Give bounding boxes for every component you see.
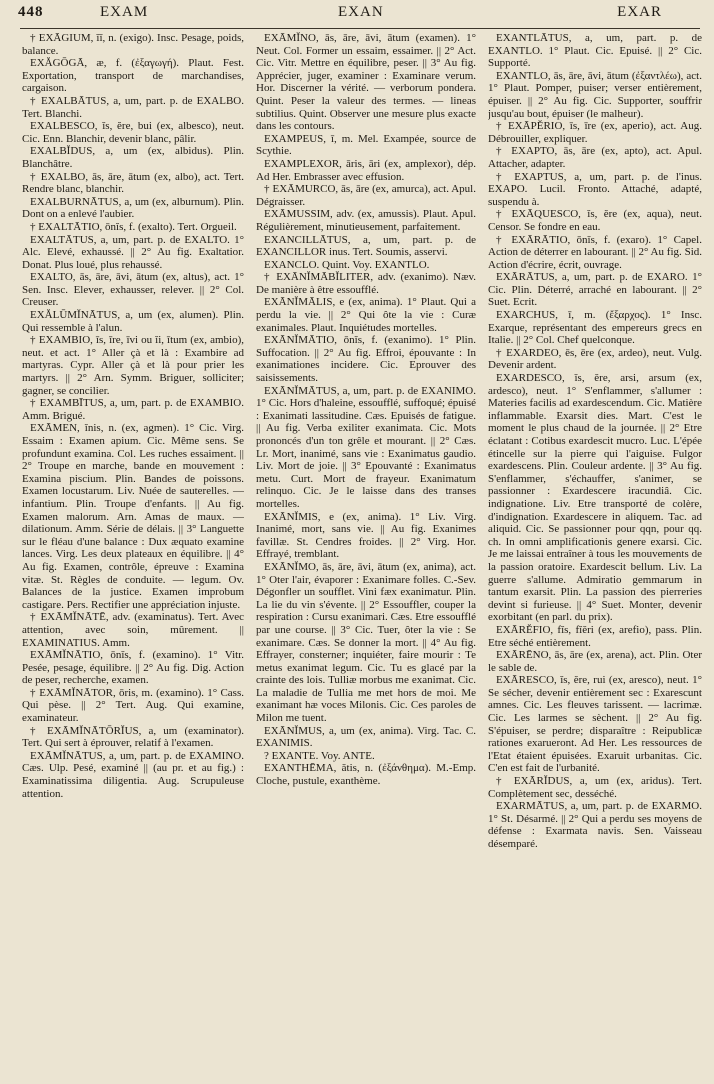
dictionary-entry: † EXAMBIO, īs, īre, īvi ou ĭi, ītum (ex, ambio), neut. et act. 1° Aller çà et là : Exambire ad martyras. Cypr. Aller çà et là pour prier les martyrs. || 2° Arn. Symm. Briguer, solliciter; gagner, se concilier.	[22, 334, 244, 397]
dictionary-entry: EXALTĀTUS, a, um, part. p. de EXALTO. 1° Alc. Elevé, exhaussé. || 2° Au fig. Exaltatior. Donat. Plus loué, plus rehaussé.	[22, 233, 244, 271]
guide-word-left: EXAM	[100, 4, 149, 20]
dictionary-entry: † EXĀNĬMĀBĬLITER, adv. (exanimo). Næv. De manière à être essoufflé.	[256, 271, 476, 296]
dictionary-entry: † EXAMBĪTUS, a, um, part. p. de EXAMBIO. Amm. Brigué.	[22, 397, 244, 422]
dictionary-entry: † EXĀMĬNĀTĒ, adv. (examinatus). Tert. Avec attention, avec soin, mûrement. || EXAMINATIUS. Amm.	[22, 611, 244, 649]
dictionary-entry: EXĀRĔFIO, fĭs, fĭĕri (ex, arefio), pass. Plin. Etre séché entièrement.	[488, 623, 702, 649]
page-number: 448	[18, 4, 44, 20]
dictionary-entry: EXĀRĒNO, ās, āre (ex, arena), act. Plin. Oter le sable de.	[488, 649, 702, 674]
dictionary-entry: EXĀNĬMĀTIO, ōnĭs, f. (exanimo). 1° Plin. Suffocation. || 2° Au fig. Effroi, épouvante : In exanimationes incidere. Cic. Eprouver des saisissements.	[256, 334, 476, 385]
text-columns	[22, 32, 702, 1078]
guide-word-right: EXAR	[617, 4, 662, 20]
dictionary-entry: † EXĀMURCO, ās, āre (ex, amurca), act. Apul. Dégraisser.	[256, 183, 476, 208]
dictionary-entry: EXĀNĬMĀTUS, a, um, part. p. de EXANIMO. 1° Cic. Hors d'haleine, essoufflé, suffoqué; épuisé : Exanimati lassitudine. Cæs. Epuisés de fatigue. || Au fig. Verba exiliter exanimata. Cic. Mots prononcés d'un ton grêle et mourant. || 2° Cæs. Lr. Mort, inanimé, sans vie : Exanimatus gaudio. Liv. Mort de joie. || 3° Epouvanté : Exanimatus metu. Curt. Mort de frayeur. Exanimatum relinquo. Cic. Je le laisse dans des transes mortelles.	[256, 384, 476, 510]
dictionary-entry: EXĀNĬMUS, a, um (ex, anima). Virg. Tac. C. EXANIMIS.	[256, 724, 476, 750]
guide-word-center: EXAN	[338, 4, 384, 20]
page-header	[18, 4, 702, 28]
dictionary-entry: EXĀMĬNO, ās, āre, āvi, ātum (examen). 1° Neut. Col. Former un essaim, essaimer. || 2° Act. Cic. Vitr. Mettre en équilibre, peser. || 3° Au fig. Apprécier, juger, examiner : Examinare verum. Hor. Discerner la vérité. — verborum pondera. Quint. Peser la valeur des termes. — lineas subtilius. Quint. Observer une mesure plus exacte dans les contours.	[256, 32, 476, 133]
dictionary-entry: † EXALBO, ās, āre, ātum (ex, albo), act. Tert. Rendre blanc, blanchir.	[22, 170, 244, 196]
dictionary-entry: † EXALBĀTUS, a, um, part. p. de EXALBO. Tert. Blanchi.	[22, 94, 244, 120]
dictionary-entry: EXANCILLĀTUS, a, um, part. p. de EXANCILLOR inus. Tert. Soumis, asservi.	[256, 233, 476, 259]
dictionary-entry: EXĀNĬMĀLIS, e (ex, anima). 1° Plaut. Qui a perdu la vie. || 2° Qui ôte la vie : Curæ exanimales. Plaut. Inquiétudes mortelles.	[256, 296, 476, 334]
dictionary-entry: EXANCLO. Quint. Voy. EXANTLO.	[264, 258, 430, 271]
column-left	[22, 32, 244, 1078]
dictionary-entry: EXALBESCO, ĭs, ĕre, bui (ex, albesco), neut. Cic. Enn. Blanchir, devenir blanc, pâlir.	[22, 120, 244, 145]
dictionary-entry: † EXĀRĀTIO, ōnĭs, f. (exaro). 1° Capel. Action de déterrer en labourant. || 2° Au fig. Sid. Action d'écrire, écrit, ouvrage.	[488, 233, 702, 271]
dictionary-entry: EXAMPLEXOR, āris, āri (ex, amplexor), dép. Ad Her. Embrasser avec effusion.	[256, 157, 476, 183]
dictionary-entry: EXĀMEN, ĭnis, n. (ex, agmen). 1° Cic. Virg. Essaim : Examen apium. Cic. Même sens. Se profundunt examina. Col. Les ruches essaiment. || 2° Troupe en marche, bande en mouvement : Examina piscium. Plin. Bandes de poissons. Examen locustarum. Liv. Nuée de sauterelles. — infantium. Plin. Troupe d'enfants. || Au fig. Examen malorum. Arn. Amas de maux. — dilationum. Amm. Série de délais. || 3° Languette sur le fléau d'une balance : Dux æquato examine lances. Virg. Les deux plateaux en équilibre. || 4° Au fig. Examen, contrôle, épreuve : Examina vitæ. St. Règles de conduite. — legum. Ov. Balances de la justice. Examen improbum castigare. Pers. Rectifier une appréciation injuste.	[22, 422, 244, 611]
dictionary-entry: EXĀMUSSIM, adv. (ex, amussis). Plaut. Apul. Régulièrement, minutieusement, parfaitement.	[256, 208, 476, 233]
dictionary-entry: EXĂGŌGĀ, æ, f. (ἐξαγωγή). Plaut. Fest. Exportation, transport de marchandises, cargaison.	[22, 57, 244, 95]
dictionary-entry: † EXĀMĬNĀTOR, ōris, m. (examino). 1° Cass. Qui pèse. || 2° Tert. Aug. Qui examine, examinateur.	[22, 686, 244, 725]
dictionary-entry: ? EXANTE. Voy. ANTE.	[264, 749, 375, 762]
dictionary-entry: † EXĀRĬDUS, a, um (ex, aridus). Tert. Complètement sec, desséché.	[488, 775, 702, 800]
column-middle	[256, 32, 476, 1078]
dictionary-entry: EXAMPEUS, ī, m. Mel. Exampée, source de Scythie.	[256, 132, 476, 158]
dictionary-entry: EXARDESCO, ĭs, ĕre, arsi, arsum (ex, ardesco), neut. 1° S'enflammer, s'allumer : Materies facilis ad exardescendum. Cic. Matière inflammable. Exarsit dies. Mart. C'est le moment le plus chaud de la journée. || 2° Etre éclatant : Cotibus exardescit mucro. Luc. L'épée étincelle sur la pierre qui l'aiguise. Fulgor exardescens. Plin. Couleur ardente. || 3° Au fig. S'enflammer, s'échauffer, s'animer, se passionner : Exardescere iracundiâ. Cic. indignatione. Liv. Etre transporté de colère, d'indignation. Exardescere in aliquem. Tac. ad aliquid. Cic. Se passionner pour qqn, pour qq. ch. In omni amplificationis genere exarsi. Cic. Je me laissai entraîner à tous les mouvements de la passion oratoire. Exardescit bellum. Liv. La guerre s'allume. Admiratio gemmarum in tantum exarsit. Plin. La passion des pierreries devint si furieuse. || 4° Suet. Monter, devenir exorbitant (en parl. du prix).	[488, 372, 702, 624]
dictionary-entry: † EXĀPĔRIO, īs, īre (ex, aperio), act. Aug. Débrouiller, expliquer.	[488, 120, 702, 145]
dictionary-entry: † EXARDEO, ēs, ēre (ex, ardeo), neut. Vulg. Devenir ardent.	[488, 346, 702, 372]
dictionary-entry: EXANTLĀTUS, a, um, part. p. de EXANTLO. 1° Plaut. Cic. Epuisé. || 2° Cic. Supporté.	[488, 32, 702, 70]
dictionary-entry: EXĀMĬNĀTIO, ōnĭs, f. (examino). 1° Vitr. Pesée, pesage, équilibre. || 2° Au fig. Dig. Action de peser, recherche, examen.	[22, 649, 244, 687]
dictionary-entry: EXĀRĀTUS, a, um, part. p. de EXARO. 1° Cic. Plin. Déterré, arraché en labourant. || 2° Suet. Ecrit.	[488, 271, 702, 309]
dictionary-entry: EXANTLO, ās, āre, āvi, ātum (ἐξαντλέω), act. 1° Plaut. Pomper, puiser; verser entièrement, épuiser. || 2° Au fig. Cic. Supporter, souffrir jusqu'au bout, épuiser (le malheur).	[488, 69, 702, 120]
dictionary-entry: EXARMĀTUS, a, um, part. p. de EXARMO. 1° St. Désarmé. || 2° Qui a perdu ses moyens de défense : Exarmata navis. Sen. Vaisseau désemparé.	[488, 800, 702, 850]
dictionary-entry: † EXAPTO, ās, āre (ex, apto), act. Apul. Attacher, adapter.	[488, 145, 702, 170]
dictionary-entry: † EXĀGIUM, ĭĭ, n. (exigo). Insc. Pesage, poids, balance.	[22, 32, 244, 57]
dictionary-entry: EXALTO, ās, āre, āvi, ātum (ex, altus), act. 1° Sen. Insc. Elever, exhausser, relever. || 2° Col. Creuser.	[22, 271, 244, 309]
dictionary-entry: EXARCHUS, ī, m. (ἔξαρχος). 1° Insc. Exarque, représentant des empereurs grecs en Italie. || 2° Col. Chef quelconque.	[488, 309, 702, 347]
dictionary-entry: EXANTHĒMA, ătis, n. (ἐξάνθημα). M.-Emp. Cloche, pustule, exanthème.	[256, 762, 476, 788]
dictionary-entry: † EXALTĀTIO, ōnĭs, f. (exalto). Tert. Orgueil.	[30, 220, 237, 233]
dictionary-entry: † EXĀMĬNĀTŌRĬUS, a, um (examinator). Tert. Qui sert à éprouver, relatif à l'examen.	[22, 724, 244, 750]
column-right	[488, 32, 702, 1078]
dictionary-entry: EXĀRESCO, ĭs, ĕre, rui (ex, aresco), neut. 1° Se sécher, devenir entièrement sec : Exarescunt amnes. Cic. Les fleuves tarissent. — lacrimæ. Cic. Les larmes se sèchent. || 2° Au fig. S'épuiser, se perdre; disparaître : Reipublicæ rationes exarueront. Ad Her. Les ressources de l'Etat étaient épuisées. Exaruit urbanitas. Cic. C'en est fait de l'urbanité.	[488, 674, 702, 775]
dictionary-entry: EXĀNĬMO, ās, āre, āvi, ātum (ex, anima), act. 1° Oter l'air, évaporer : Exanimare folles. C.-Sev. Dégonfler un soufflet. Vini fæx exanimatur. Plin. La lie du vin s'évente. || 2° Essouffler, couper la respiration : Cursu exanimari. Cæs. Etre essoufflé par une course. || 3° Cic. Tuer, ôter la vie : Se exanimare. Cæs. Se donner la mort. || 4° Au fig. Effrayer, consterner; inquiéter, faire mourir : Te metus exanimat legum. Cic. Tu es glacé par la crainte des lois. Tulliæ morbus me exanimat. Cic. La maladie de Tullia me met hors de moi. Me exanimant hæ voces Milonis. Cic. Ces paroles de Milon me tuent.	[256, 560, 476, 725]
dictionary-entry: † EXAPTUS, a, um, part. p. de l'inus. EXAPO. Lucil. Fronto. Attaché, adapté, suspendu à.	[488, 170, 702, 208]
dictionary-entry: † EXĀQUESCO, ĭs, ĕre (ex, aqua), neut. Censor. Se fondre en eau.	[488, 208, 702, 233]
dictionary-entry: EXALBURNĀTUS, a, um (ex, alburnum). Plin. Dont on a enlevé l'aubier.	[22, 195, 244, 221]
dictionary-entry: EXĀMĬNĀTUS, a, um, part. p. de EXAMINO. Cæs. Ulp. Pesé, examiné || (au pr. et au fig.) : Examinatissima diligentia. Aug. Scrupuleuse attention.	[22, 749, 244, 800]
dictionary-entry: EXĂLŪMĬNĀTUS, a, um (ex, alumen). Plin. Qui ressemble à l'alun.	[22, 309, 244, 334]
dictionary-entry: EXALBĬDUS, a, um (ex, albidus). Plin. Blanchâtre.	[22, 145, 244, 170]
header-rule	[20, 28, 700, 29]
dictionary-entry: EXĀNĬMIS, e (ex, anima). 1° Liv. Virg. Inanimé, mort, sans vie. || Au fig. Exanimes favillæ. St. Cendres froides. || 2° Virg. Hor. Effrayé, tremblant.	[256, 510, 476, 561]
